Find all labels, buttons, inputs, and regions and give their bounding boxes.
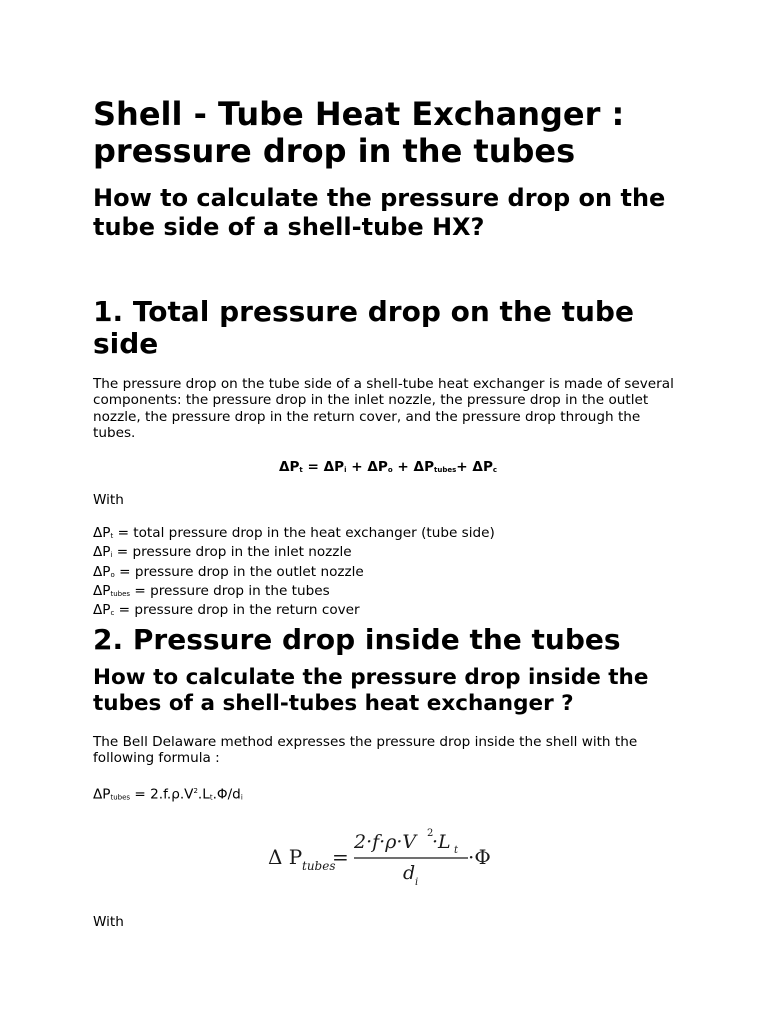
svg-text:tubes: tubes [302, 859, 336, 873]
svg-text:·Φ: ·Φ [468, 845, 491, 869]
definition-item: ΔPc = pressure drop in the return cover [93, 602, 360, 619]
definitions-list [93, 525, 683, 621]
total-pressure-equation: ΔPt = ΔPi + ΔPo + ΔPtubes+ ΔPc [278, 459, 498, 475]
svg-text:=: = [332, 845, 349, 869]
svg-text:Δ P: Δ P [268, 845, 303, 869]
svg-text:d: d [403, 862, 416, 884]
section1-intro: The pressure drop on the tube side of a shell-tube heat exchanger is made of several components: the pressure drop in the inlet nozzle, the pressure drop in the outlet nozzle, the pressure drop in the return cover, and the pressure drop through the tubes. [93, 376, 674, 442]
section2-subheading: How to calculate the pressure drop inside the tubes of a shell-tubes heat exchanger ? [93, 665, 649, 716]
section2-with-label: With [93, 914, 124, 930]
section2-heading: 2. Pressure drop inside the tubes [93, 623, 621, 656]
inline-formula: ΔPtubes = $2.f.\rho.V^2.Lt.\Phi/di$ [93, 786, 243, 803]
definition-item: ΔPi = pressure drop in the inlet nozzle [93, 544, 352, 561]
definition-item: ΔPtubes = pressure drop in the tubes [93, 582, 330, 599]
page-subtitle: How to calculate the pressure drop on the tube side of a shell-tube HX? [93, 184, 666, 241]
page-title: Shell - Tube Heat Exchanger : pressure drop in the tubes [93, 95, 625, 170]
svg-text:i: i [415, 877, 419, 888]
svg-text:2: 2 [427, 828, 434, 839]
section1-heading: 1. Total pressure drop on the tube side [93, 295, 634, 360]
svg-text:t: t [454, 845, 459, 856]
section2-intro: The Bell Delaware method expresses the pressure drop inside the shell with the following formula : [93, 734, 638, 767]
pressure-drop-formula-image [268, 826, 508, 892]
section1-with-label: With [93, 492, 124, 508]
definition-item: ΔPo = pressure drop in the outlet nozzle [93, 563, 364, 580]
svg-text:2·f·ρ·V: 2·f·ρ·V [354, 831, 417, 853]
svg-text:·L: ·L [432, 831, 451, 853]
definition-item: ΔPt = total pressure drop in the heat exchanger (tube side) [93, 525, 495, 541]
